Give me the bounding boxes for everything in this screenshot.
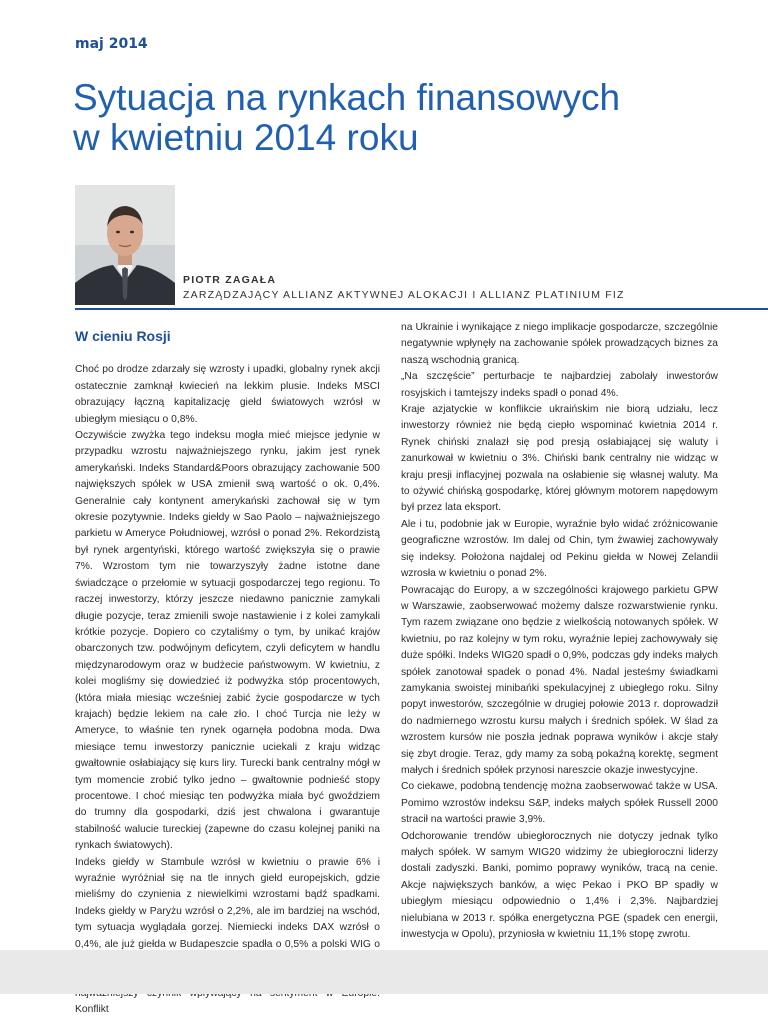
paragraph: Ale i tu, podobnie jak w Europie, wyraźnie było widać zróżnicowanie geograficzne wzrostów. Im dalej od Chin, tym żwawiej zachowywały się indeksy. Położona najdalej od Pekinu giełda w Nowej Zelandii wzrosła w kwietniu o ponad 2%.	[401, 518, 718, 580]
section-heading: W cieniu Rosji	[75, 328, 171, 344]
author-photo	[75, 185, 175, 305]
article-column-left	[75, 318, 380, 1019]
paragraph: Powracając do Europy, a w szczególności krajowego parkietu GPW w Warszawie, zaobserwować możemy dalsze rozwarstwienie rynku. Tym razem związane ono będzie z wielkością notowanych spółek. W kwietniu, po raz kolejny w tym roku, wyraźnie lepiej zachowywały się duże spółki. Indeks WIG20 spadł o 0,9%, podczas gdy indeks małych spółek zanotował spadek o ponad 4%. Nadal jesteśmy świadkami zamykania swoistej minibańki spekulacyjnej z ubiegłego roku. Silny popyt inwestorów, szczególnie w drugiej połowie 2013 r. doprowadził do nadmiernego wzrostu kursu małych i średnich spółek. W ślad za wzrostem kursów nie poszła jednak poprawa wyników i akcje stały się zbyt drogie. Teraz, gdy mamy za sobą pokaźną korektę, segment małych i średnich spółek przynosi nareszcie okazje inwestycyjne.	[401, 584, 718, 776]
article-column-right	[401, 320, 718, 943]
issue-date: maj 2014	[75, 36, 148, 52]
author-portrait-image	[75, 185, 175, 305]
footer-band	[0, 950, 768, 994]
page-title	[73, 78, 620, 158]
title-line-1: Sytuacja na rynkach finansowych	[73, 77, 621, 118]
paragraph: „Na szczęście” perturbacje te najbardziej zabolały inwestorów rosyjskich i tamtejszy indeks spadł o ponad 4%.	[401, 371, 718, 399]
author-role: ZARZĄDZAJĄCY ALLIANZ AKTYWNEJ ALOKACJI I ALLIANZ PLATINIUM FIZ	[183, 289, 625, 301]
title-line-2: w kwietniu 2014 roku	[73, 117, 419, 158]
paragraph: Co ciekawe, podobną tendencję można zaobserwować także w USA. Pomimo wzrostów indeksu S&P, indeks małych spółek Russell 2000 stracił na wartości prawie 3,9%.	[401, 781, 718, 826]
paragraph: Choć po drodze zdarzały się wzrosty i upadki, globalny rynek akcji ostatecznie zamknął kwiecień na lekkim plusie. Indeks MSCI obrazujący łączną kapitalizację giełd światowych wzrósł w ubiegłym miesiącu o 0,8%.	[75, 364, 380, 425]
paragraph: na Ukrainie i wynikające z niego implikacje gospodarcze, szczególnie negatywnie wpłynęły na zachowanie spółek prowadzących biznes za naszą wschodnią granicą.	[401, 322, 718, 366]
header-divider	[75, 308, 768, 310]
paragraph: Oczywiście zwyżka tego indeksu mogła mieć miejsce jedynie w przypadku wzrostu najważniejszego rynku, jakim jest rynek amerykański. Indeks Standard&Poors obrazujący zachowanie 500 największych spółek w USA zmienił swą wartość o ok. 0,4%. Generalnie cały kontynent amerykański zachował się w tym okresie pozytywnie. Indeks giełdy w Sao Paolo – najważniejszego parkietu w Ameryce Południowej, wzrósł o ponad 2%. Rekordzistą był rynek argentyński, którego wartość zwiększyła się o prawie 7%. Wzrostom tym nie towarzyszyły żadne istotne dane świadczące o przełomie w sytuacji gospodarczej tego regionu. To raczej inwestorzy, którzy jeszcze niedawno panicznie zamykali długie pozycje, teraz zmienili swoje nastawienie i z kolei zamykali krótkie pozycje. Dopiero co czytaliśmy o tym, by unikać krajów obarczonych tzw. podwójnym deficytem, czyli deficytem w handlu międzynarodowym oraz w budżecie państwowym. W kwietniu, z kolei mogliśmy się dowiedzieć iż podwyżka stóp procentowych, (która miała miesiąc wcześniej zabić życie gospodarcze w tych krajach) będzie lekiem na całe zło. I choć Turcja nie leży w Ameryce, to właśnie ten rynek ogarnęła podobna moda. Dwa miesiące temu inwestorzy panicznie uciekali z kraju widząc gwałtownie osłabiający się kurs liry. Turecki bank centralny mógł w tym momencie zrobić tylko jedno – gwałtownie podnieść stopy procentowe. I choć miesiąc ten podwyżka miała być gwoździem do trumny dla gospodarki, dziś jest chwalona i gwarantuje stabilność walucie tureckiej (zapewne do czasu kolejnej paniki na rynkach światowych).	[75, 430, 380, 852]
paragraph: Kraje azjatyckie w konflikcie ukraińskim nie biorą udziału, lecz inwestorzy również nie będą ciepło wspominać kwietnia 2014 r. Rynek chiński znalazł się pod presją osłabiającej się waluty i zanurkował w kwietniu o 3%. Chiński bank centralny nie widząc w kraju presji inflacyjnej pozwala na osłabienie się własnej waluty. Ma to ożywić chińską gospodarkę, której głównym motorem napędowym był przez lata eksport.	[401, 404, 718, 514]
author-name: PIOTR ZAGAŁA	[183, 274, 277, 286]
paragraph: Konflikt	[75, 1004, 109, 1016]
paragraph: Odchorowanie trendów ubiegłorocznych nie dotyczy jednak tylko małych spółek. W samym WIG20 widzimy że ubiegłoroczni liderzy dostali zadyszki. Banki, pomimo poprawy wyników, tracą na cenie. Akcje największych banków, a więc Pekao i PKO BP spadły w ubiegłym miesiącu odpowiednio o 1,4% i 2,3%. Najbardziej nielubiana w 2013 r. spółka energetyczna PGE (spadek cen energii, inwestycja w Opolu), przyniosła w kwietniu 11,1% stopę zwrotu.	[401, 830, 718, 941]
author-block	[183, 274, 625, 301]
paragraph: Indeks giełdy w Stambule wzrósł w kwietniu o prawie 6% i wyraźnie wyróżniał się na tle innych giełd europejskich, gdzie mieliśmy do czynienia z niewielkimi wzrostami bądź spadkami. Indeks giełdy w Paryżu wzrósł o 2,2%, ale im bardziej na wschód, tym sytuacja wyglądała gorzej. Niemiecki indeks DAX wzrósł o 0,4%, ale już giełda w Budapeszcie spadła o 0,5% a polski WIG o	[75, 856, 380, 950]
